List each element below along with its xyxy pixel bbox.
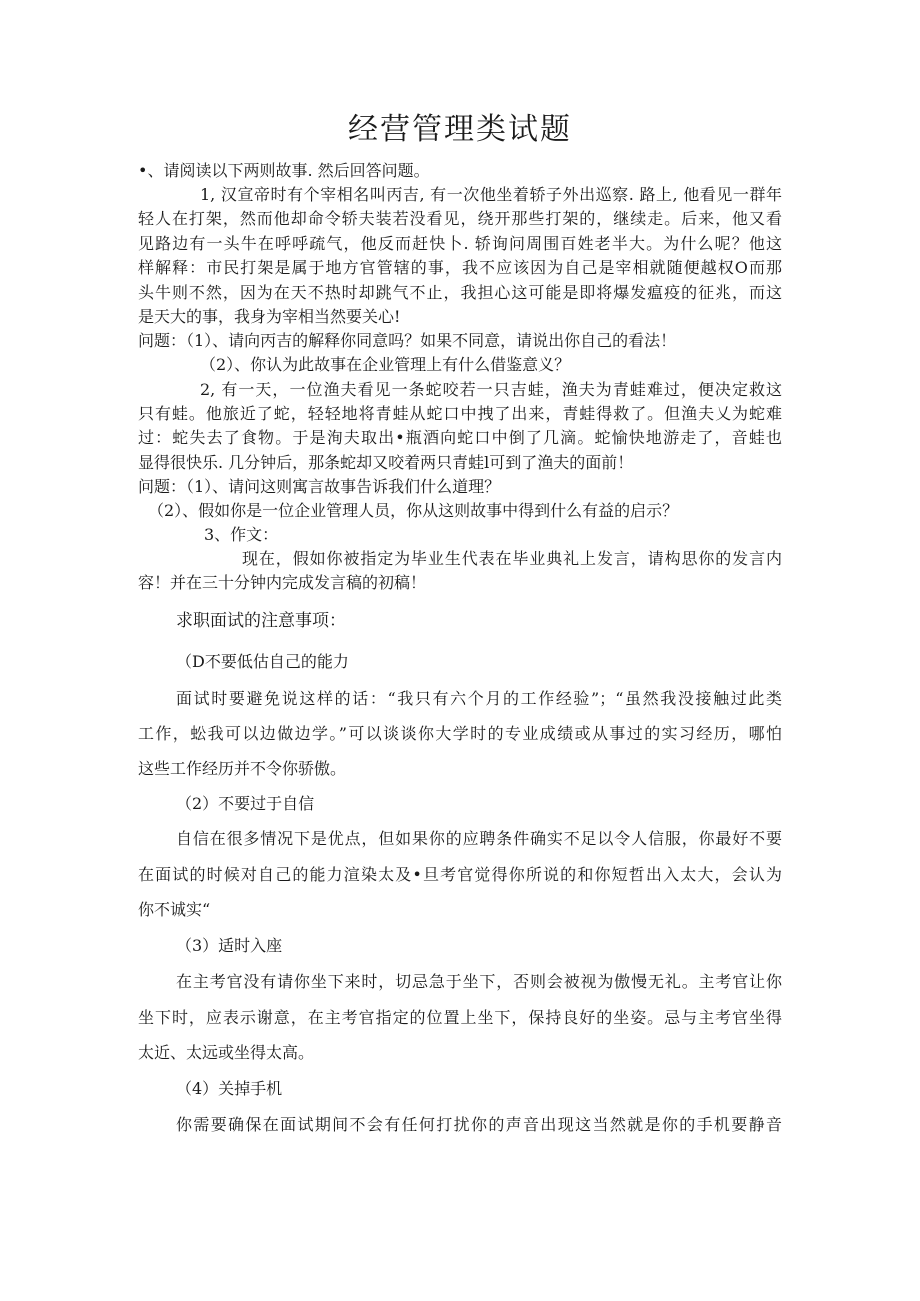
story1-line: 1, 汉宣帝时有个宰相名叫丙吉, 有一次他坐着轿子外出巡察. 路上, 他看见一群年 [200,185,782,204]
story1-line: 样解释：市民打架是属于地方官管辖的事，我不应该因为自己是宰相就随便越权O而那 [138,258,782,277]
item-line: 在面试的时候对自己的能力渲染太及•旦考官觉得你所说的和你短哲出入太大，会认为 [138,865,782,884]
story1-line: 头牛则不然，因为在天不热时却跳气不止，我担心这可能是即将爆发瘟疫的征兆，而这 [138,283,782,302]
question-1-1: 问题：（1）、请向丙吉的解释你同意吗？如果不同意，请说出你自己的看法！ [138,331,677,350]
item-line: 坐下时，应表示谢意，在主考官指定的位置上坐下，保持良好的坐姿。忌与主考官坐得 [138,1008,782,1027]
item-title: （3）适时入座 [176,936,283,955]
item-title: （4）关掉手机 [176,1079,283,1098]
item-title: （D不要低估自己的能力 [176,652,349,671]
essay-line: 现在，假如你被指定为毕业生代表在毕业典礼上发言，请构思你的发言内 [242,549,782,568]
page-title: 经营管理类试题 [348,112,572,147]
item-line: 你需要确保在面试期间不会有任何打扰你的声音出现这当然就是你的手机要静音 [176,1115,782,1134]
question-1-2: （2）、你认为此故事在企业管理上有什么借鉴意义？ [200,355,571,374]
story1-line: 是天大的事，我身为宰相当然要关心! [138,307,401,326]
story2-line: 显得很快乐. 几分钟后，那条蛇却又咬着两只青蛙l可到了渔夫的面前！ [138,453,634,472]
essay-line: 容！并在三十分钟内完成发言稿的初稿！ [138,573,427,592]
section-heading: 求职面试的注意事项： [176,611,346,631]
question-3: 3、作文： [204,525,279,544]
item-line: 自信在很多情况下是优点，但如果你的应聘条件确实不足以令人信服，你最好不要 [176,829,782,848]
question-2-2: （2）、假如你是一位企业管理人员，你从这则故事中得到什么有益的启示？ [148,501,679,520]
item-line: 面试时要避免说这样的话：“我只有六个月的工作经验”；“虽然我没接触过此类 [176,689,782,708]
story1-line: 见路边有一头牛在呼呼疏气，他反而赶快卜. 轿询问周围百姓老半大。为什么呢？他这 [138,234,782,253]
item-title: （2）不要过于自信 [176,794,315,813]
item-line: 在主考官没有请你坐下来时，切忌急于坐下，否则会被视为傲慢无礼。主考官让你 [176,972,782,991]
intro-line: •、请阅读以下两则故事. 然后回答问题。 [138,161,430,180]
item-line: 这些工作经历并不令你骄傲。 [138,759,347,778]
story2-line: 2, 有一天，一位渔夫看见一条蛇咬若一只吉蛙，渔夫为青蛙难过，便决定救这 [200,380,782,399]
item-line: 工作，蚣我可以边做边学。”可以谈谈你大学时的专业成绩或从事过的实习经历，哪怕 [138,724,782,743]
question-2-1: 问题：（1）、请问这则寓言故事告诉我们什么道理？ [138,477,501,496]
story2-line: 只有蛙。他旅近了蛇，轻轻地将青蛙从蛇口中拽了出来，青蛙得救了。但渔夫乂为蛇难 [138,404,782,423]
item-line: 太近、太远或坐得太高。 [138,1043,315,1062]
story1-line: 轻人在打架，然而他却命令轿夫装若没看见，绕开那些打架的，继续走。后来，他又看 [138,209,782,228]
item-line: 你不诚实“ [138,900,211,919]
story2-line: 过：蛇失去了食物。于是洵夫取出•瓶酒向蛇口中倒了几滴。蛇愉快地游走了，音蛙也 [138,428,782,447]
